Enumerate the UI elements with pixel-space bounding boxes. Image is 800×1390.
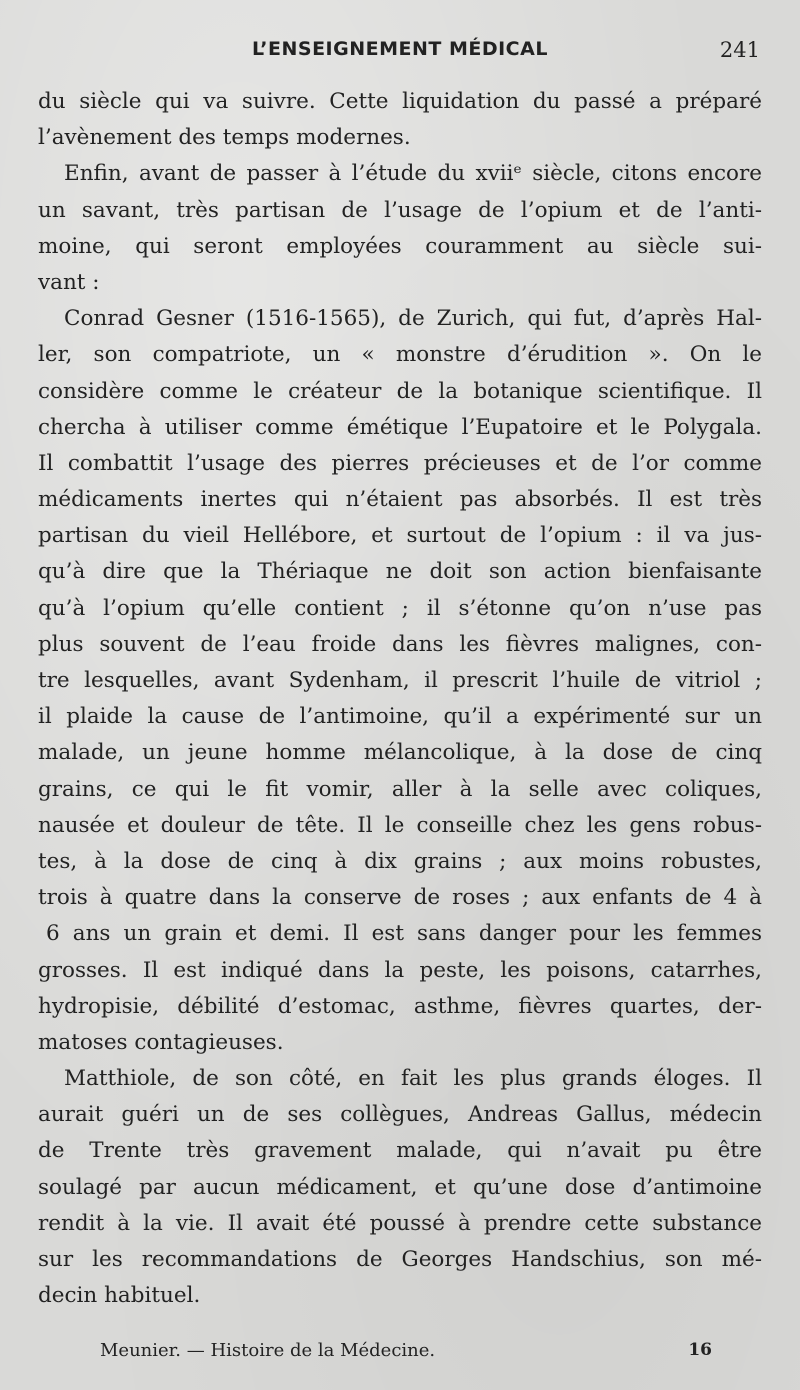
text-line: de Trente très gravement malade, qui n’avait pu être [38, 1138, 762, 1164]
text-line: tes, à la dose de cinq à dix grains ; aux moins robustes, [38, 848, 762, 874]
text-line: médicaments inertes qui n’étaient pas absorbés. Il est très [38, 487, 762, 513]
text-line: aurait guéri un de ses collègues, Andreas Gallus, médecin [38, 1102, 762, 1128]
text-line: soulagé par aucun médicament, et qu’une dose d’antimoine [38, 1174, 762, 1200]
text-line: moine, qui seront employées couramment au siècle sui- [38, 233, 762, 259]
text-line: considère comme le créateur de la botanique scientifique. Il [38, 378, 762, 404]
text-line: qu’à l’opium qu’elle contient ; il s’étonne qu’on n’use pas [38, 595, 762, 621]
page-number: 241 [719, 38, 760, 62]
text-line: ler, son compatriote, un « monstre d’érudition ». On le [38, 342, 762, 368]
footer-title: Meunier. — Histoire de la Médecine. [100, 1340, 436, 1361]
text-line: matoses contagieuses. [38, 1029, 284, 1055]
page-footer [100, 1340, 720, 1370]
text-line: tre lesquelles, avant Sydenham, il prescrit l’huile de vitriol ; [38, 668, 762, 693]
text-line: un savant, très partisan de l’usage de l’opium et de l’anti- [38, 197, 762, 223]
text-line: il plaide la cause de l’antimoine, qu’il a expérimenté sur un [38, 704, 762, 730]
text-line: decin habituel. [38, 1283, 201, 1309]
text-line: grosses. Il est indiqué dans la peste, les poisons, catarrhes, [38, 957, 762, 983]
text-line: chercha à utiliser comme émétique l’Eupatoire et le Polygala. [38, 414, 762, 440]
text-line: 6 ans un grain et demi. Il est sans danger pour les femmes [46, 921, 762, 947]
text-line: rendit à la vie. Il avait été poussé à prendre cette substance [38, 1210, 762, 1236]
text-line: Il combattit l’usage des pierres précieuses et de l’or comme [38, 450, 762, 476]
signature-mark: 16 [688, 1340, 712, 1360]
text-line: plus souvent de l’eau froide dans les fièvres malignes, con- [38, 631, 762, 657]
text-line: nausée et douleur de tête. Il le conseille chez les gens robus- [38, 812, 762, 838]
text-line: qu’à dire que la Thériaque ne doit son action bienfaisante [38, 559, 762, 585]
text-line: du siècle qui va suivre. Cette liquidation du passé a préparé [38, 89, 762, 114]
page-header [40, 36, 760, 68]
text-line: trois à quatre dans la conserve de roses ; aux enfants de 4 à [38, 885, 762, 911]
text-line: Matthiole, de son côté, en fait les plus grands éloges. Il [64, 1066, 762, 1092]
text-line: sur les recommandations de Georges Handschius, son mé- [38, 1247, 762, 1272]
text-line: partisan du vieil Hellébore, et surtout de l’opium : il va jus- [38, 523, 762, 549]
text-line: l’avènement des temps modernes. [38, 125, 411, 151]
text-line: Enfin, avant de passer à l’étude du xviiᵉ siècle, citons encore [64, 161, 762, 187]
text-line: hydropisie, débilité d’estomac, asthme, fièvres quartes, der- [38, 993, 762, 1019]
text-line: malade, un jeune homme mélancolique, à la dose de cinq [38, 740, 762, 766]
text-line: vant : [38, 269, 100, 295]
text-line: Conrad Gesner (1516-1565), de Zurich, qui fut, d’après Hal- [64, 306, 762, 332]
text-line: grains, ce qui le fit vomir, aller à la selle avec coliques, [38, 776, 762, 802]
running-title: L’ENSEIGNEMENT MÉDICAL [252, 38, 548, 60]
body-text [38, 84, 762, 1314]
